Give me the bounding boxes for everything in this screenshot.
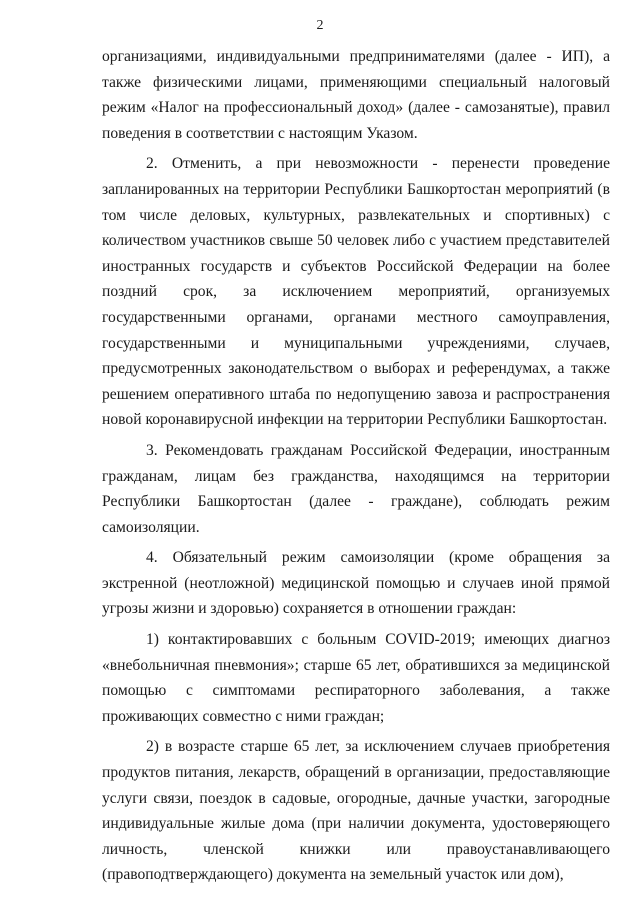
paragraph-subitem-1: 1) контактировавших с больным COVID-2019; имеющих диагноз «внебольничная пневмония»; старше 65 лет, обратившихся за медицинской помощью с симптомами респираторного заболевания, а также проживающих совместно с ними граждан; <box>102 631 610 725</box>
paragraph-item-2: 2. Отменить, а при невозможности - перенести проведение запланированных на территории Республики Башкортостан мероприятий (в том числе деловых, культурных, развлекательных и спортивных) с количеством участников свыше 50 человек либо с участием представителей иностранных государств и субъектов Российской Федерации на более поздний срок, за исключением мероприятий, организуемых государственными органами, органами местного самоуправления, государственными и муниципальными учреждениями, случаев, предусмотренных законодательством о выборах и референдумах, а также решением оперативного штаба по недопущению завоза и распространения новой коронавирусной инфекции на территории Республики Башкортостан. <box>102 155 610 429</box>
paragraph-item-3: 3. Рекомендовать гражданам Российской Федерации, иностранным гражданам, лицам без гражданства, находящимся на территории Республики Башкортостан (далее - граждане), соблюдать режим самоизоляции. <box>102 441 610 536</box>
document-body <box>102 44 610 888</box>
paragraph-subitem-2: 2) в возрасте старше 65 лет, за исключением случаев приобретения продуктов питания, лекарств, обращений в организации, предоставляющие услуги связи, поездок в садовые, огородные, дачные участки, загородные индивидуальные жилые дома (при наличии документа, удостоверяющего личность, членской книжки или правоустанавливающего (правоподтверждающего) документа на земельный участок или дом), <box>102 738 610 884</box>
page-number: 2 <box>316 18 324 33</box>
paragraph-continuation: организациями, индивидуальными предпринимателями (далее - ИП), а также физическими лицами, применяющими специальный налоговый режим «Налог на профессиональный доход» (далее - самозанятые), правил поведения в соответствии с настоящим Указом. <box>102 48 610 142</box>
paragraph-item-4: 4. Обязательный режим самоизоляции (кроме обращения за экстренной (неотложной) медицинской помощью и случаев иной прямой угрозы жизни и здоровью) сохраняется в отношении граждан: <box>102 549 610 618</box>
